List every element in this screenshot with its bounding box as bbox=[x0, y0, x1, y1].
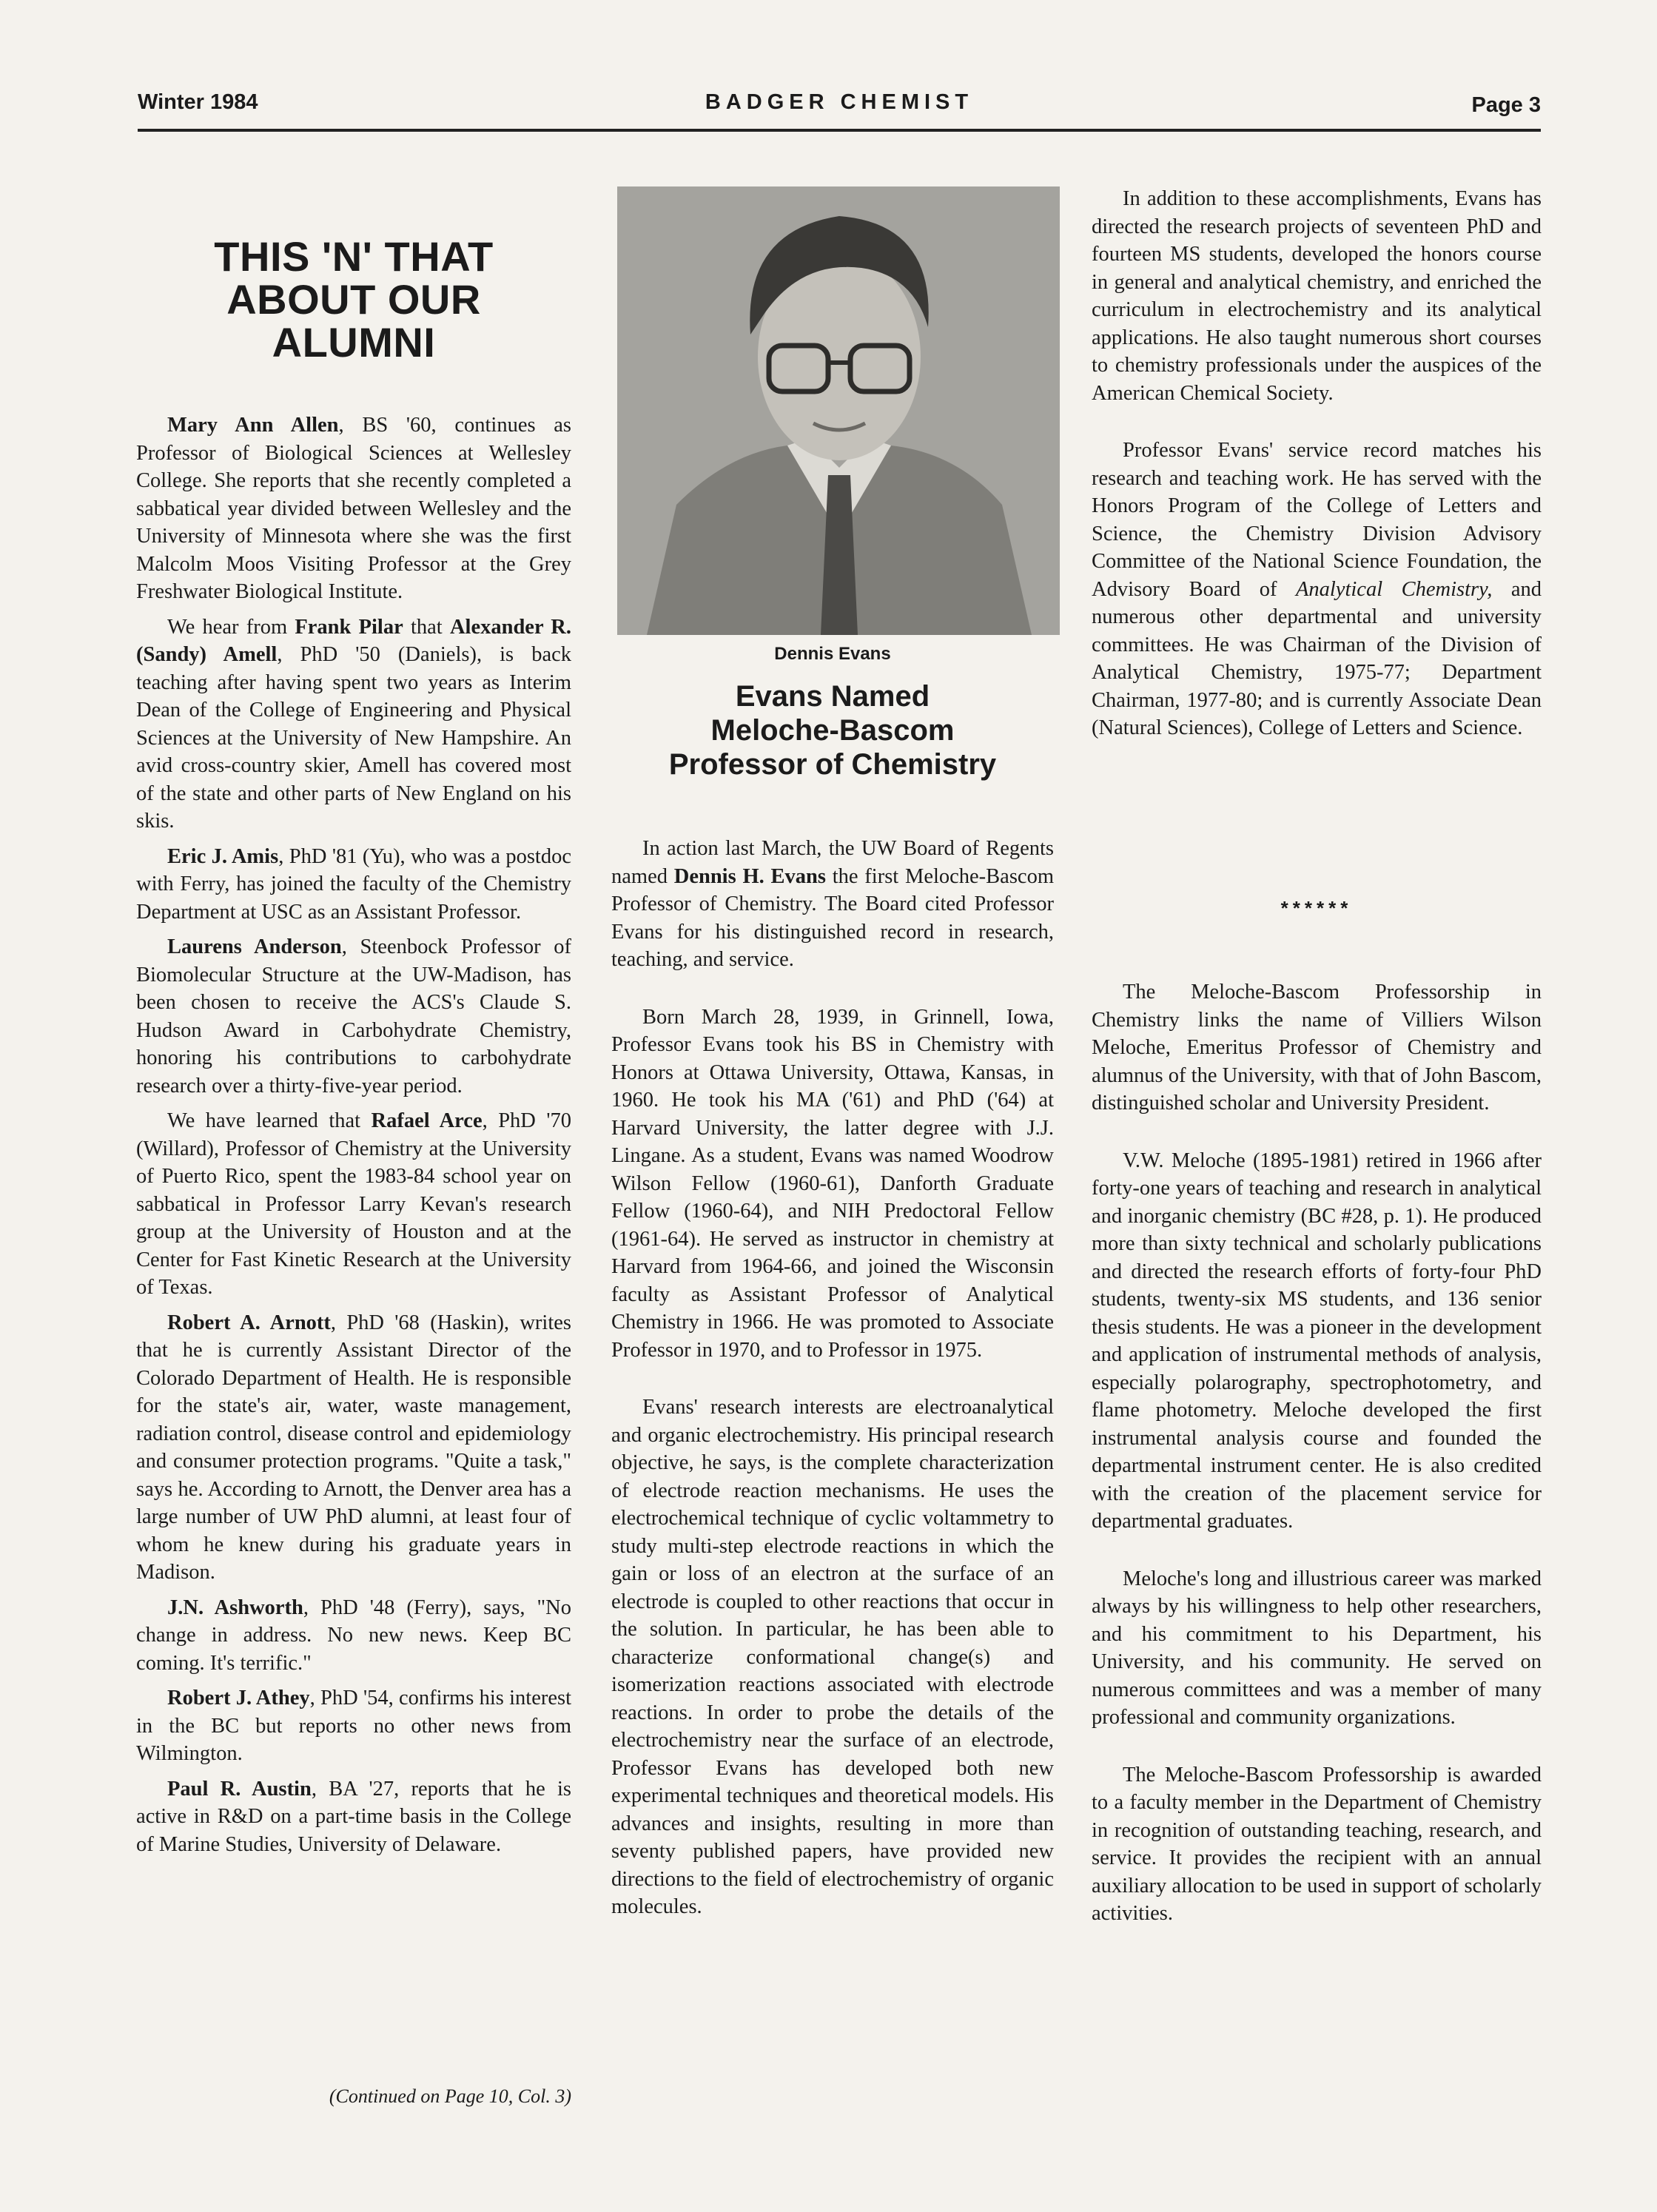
photo-caption: Dennis Evans bbox=[774, 644, 891, 664]
article-paragraph: V.W. Meloche (1895-1981) retired in 1966 after forty-one years of teaching and research in analytical and inorganic chemistry (BC #28, p. 1). He produced more than sixty technical and scholarly publications and directed the research efforts of forty-four PhD students, twenty-six MS students, and 136 senior thesis students. He was a pioneer in the development and application of instrumental methods of analysis, especially polarography, spectrophotometry, and flame photometry. Meloche developed the first instrumental analysis course and founded the departmental instrument center. He is also credited with the creation of the placement service for departmental graduates. bbox=[1092, 1149, 1542, 1533]
article-paragraph: In addition to these accomplishments, Evans has directed the research projects of seventeen PhD and fourteen MS students, developed the honors course in general and analytical chemistry, and enriched the curriculum in electrochemistry and its analytical applications. He also taught numerous short courses to chemistry professionals under the auspices of the American Chemical Society. bbox=[1092, 187, 1542, 405]
issue-date: Winter 1984 bbox=[138, 90, 258, 114]
portrait-illustration bbox=[617, 186, 1060, 635]
portrait-photo bbox=[617, 186, 1060, 635]
alumni-entry: We have learned that Rafael Arce, PhD '70 (Willard), Professor of Chemistry at the University of Puerto Rico, spent the 1983-84 school year on sabbatical in Professor Larry Kevan's research group at the University of Houston and at the Center for Fast Kinetic Research at the University of Texas. bbox=[136, 1109, 571, 1299]
article-paragraph: The Meloche-Bascom Professorship is awarded to a faculty member in the Department of Chemistry in recognition of outstanding teaching, research, and service. It provides the recipient with an annual auxiliary allocation to be used in support of scholarly activities. bbox=[1092, 1763, 1542, 1925]
article-column-1 bbox=[611, 835, 1054, 1929]
section-separator: ****** bbox=[1280, 897, 1353, 919]
alumni-entry: Mary Ann Allen, BS '60, continues as Professor of Biological Sciences at Wellesley College. She reports that she recently completed a sabbatical year divided between Wellesley and the University of Minnesota where she was the first Malcolm Moos Visiting Professor at the Grey Freshwater Biological Institute. bbox=[136, 414, 571, 603]
title-line: THIS 'N' THAT bbox=[214, 233, 494, 280]
article-column-2 bbox=[1092, 185, 1542, 750]
title-line: ALUMNI bbox=[272, 319, 436, 366]
alumni-entry: Robert J. Athey, PhD '54, confirms his interest in the BC but reports no other news from Wilmington. bbox=[136, 1687, 571, 1765]
alumni-entry: Paul R. Austin, BA '27, reports that he is active in R&D on a part-time basis in the College of Marine Studies, University of Delaware. bbox=[136, 1777, 571, 1856]
article-paragraph: In action last March, the UW Board of Regents named Dennis H. Evans the first Meloche-Bascom Professor of Chemistry. The Board cited Professor Evans for his distinguished record in research, teaching, and service. bbox=[611, 837, 1054, 971]
headline-line: Evans Named bbox=[735, 680, 930, 713]
article-paragraph: Meloche's long and illustrious career was marked always by his willingness to help other researchers, and his commitment to his Department, his University, and his community. He served on numerous committees and was a member of many professional and community organizations. bbox=[1092, 1567, 1542, 1729]
alumni-column bbox=[136, 411, 571, 1866]
article-paragraph: Evans' research interests are electroanalytical and organic electrochemistry. His principal research objective, he says, is the complete characterization of electrode reaction mechanisms. He uses the electrochemical technique of cyclic voltammetry to study multi-step electrode reactions in which the gain or loss of an electron at the surface of an electrode is coupled to other reactions that occur in the solution. In particular, he has been able to characterize conformational change(s) and isomerization reactions associated with electrode reactions. In order to probe the details of the electrochemistry near the surface of an electrode, Professor Evans has developed both new experimental techniques and theoretical models. His advances and insights, resulting in more than seventy published papers, have provided new directions to the field of electrochemistry of organic molecules. bbox=[611, 1396, 1054, 1918]
publication-name: BADGER CHEMIST bbox=[705, 90, 974, 114]
alumni-entry: Eric J. Amis, PhD '81 (Yu), who was a postdoc with Ferry, has joined the faculty of the Chemistry Department at USC as an Assistant Professor. bbox=[136, 844, 571, 924]
alumni-section-title bbox=[136, 235, 571, 364]
alumni-entry: Laurens Anderson, Steenbock Professor of Biomolecular Structure at the UW-Madison, has been chosen to receive the ACS's Claude S. Hudson Award in Carbohydrate Chemistry, honoring his contributions to carbohydrate research over a thirty-five-year period. bbox=[136, 935, 571, 1097]
alumni-entry: J.N. Ashworth, PhD '48 (Ferry), says, "No change in address. No new news. Keep BC coming. It's terrific." bbox=[136, 1596, 571, 1675]
alumni-entry: Robert A. Arnott, PhD '68 (Haskin), writes that he is currently Assistant Director of the Colorado Department of Health. He is responsible for the state's air, water, waste management, radiation control, disease control and epidemiology and consumer protection programs. "Quite a task," says he. According to Arnott, the Denver area has a large number of UW PhD alumni, at least four of whom he knew during his graduate years in Madison. bbox=[136, 1311, 571, 1584]
article-paragraph: Born March 28, 1939, in Grinnell, Iowa, Professor Evans took his BS in Chemistry with Honors at Ottawa University, Ottawa, Kansas, in 1960. He took his MA ('61) and PhD ('64) at Harvard University, the latter degree with J.J. Lingane. As a student, Evans was named Woodrow Wilson Fellow (1960-61), Danforth Graduate Fellow (1960-64), and NIH Predoctoral Fellow (1961-64). He served as instructor in chemistry at Harvard from 1964-66, and joined the Wisconsin faculty as Assistant Professor of Analytical Chemistry in 1966. He was promoted to Associate Professor in 1970, and to Professor in 1975. bbox=[611, 1005, 1054, 1362]
article-column-3 bbox=[1092, 978, 1542, 1935]
article-paragraph: The Meloche-Bascom Professorship in Chemistry links the name of Villiers Wilson Meloche, Emeritus Professor of Chemistry and alumnus of the University, with that of John Bascom, distinguished scholar and University President. bbox=[1092, 981, 1542, 1115]
header-rule bbox=[138, 129, 1541, 132]
page-header bbox=[138, 86, 1541, 130]
continued-note: (Continued on Page 10, Col. 3) bbox=[329, 2085, 571, 2107]
title-line: ABOUT OUR bbox=[226, 276, 481, 323]
article-headline bbox=[611, 679, 1054, 781]
headline-line: Professor of Chemistry bbox=[668, 748, 997, 781]
article-paragraph: Professor Evans' service record matches his research and teaching work. He has served with the Honors Program of the College of Letters and Science, the Chemistry Division Advisory Committee of the National Science Foundation, the Advisory Board of Analytical Chemistry, and numerous other departmental and university committees. He was Chairman of the Division of Analytical Chemistry, 1975-77; Department Chairman, 1977-80; and is currently Associate Dean (Natural Sciences), College of Letters and Science. bbox=[1092, 439, 1542, 739]
headline-line: Meloche-Bascom bbox=[710, 714, 955, 747]
alumni-entry: We hear from Frank Pilar that Alexander R. (Sandy) Amell, PhD '50 (Daniels), is back teaching after having spent two years as Interim Dean of the College of Engineering and Physical Sciences at the University of New Hampshire. An avid cross-country skier, Amell has covered most of the state and other parts of New England on his skis. bbox=[136, 615, 571, 833]
page-number: Page 3 bbox=[1471, 93, 1541, 117]
